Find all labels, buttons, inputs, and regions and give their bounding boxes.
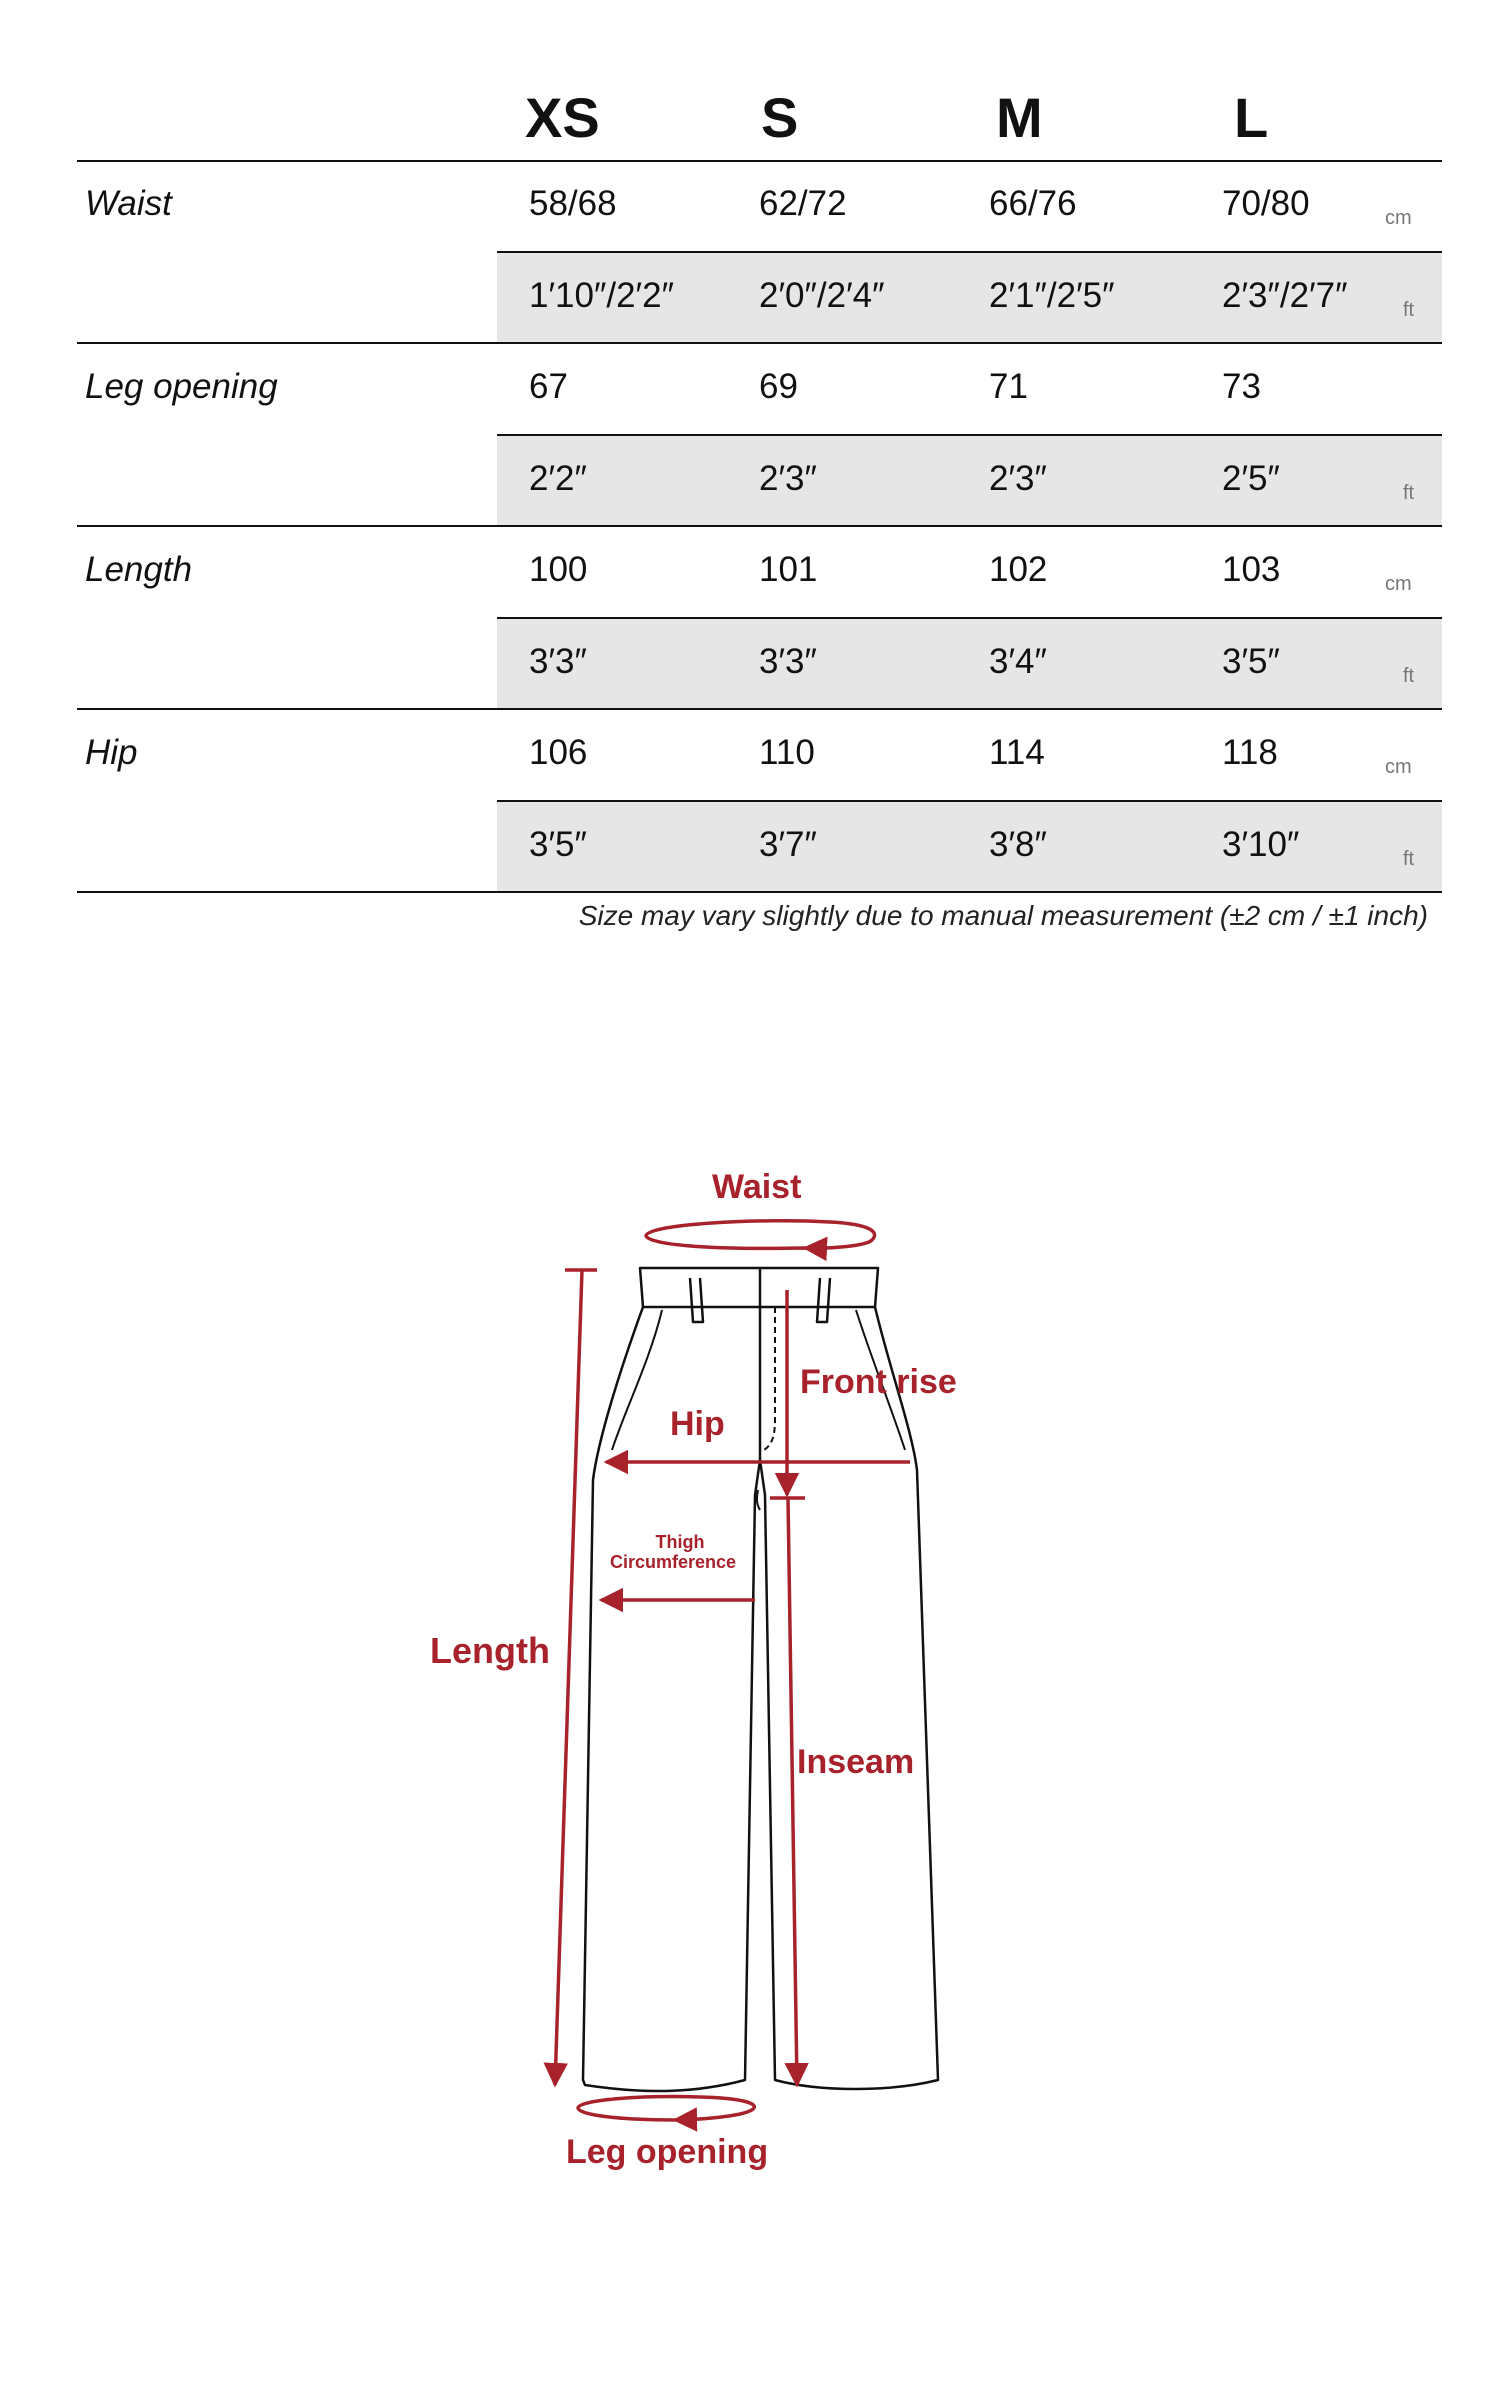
belt-loop-left [690,1278,703,1322]
length-ft-s: 3′3″ [759,642,817,681]
length-ft-m: 3′4″ [989,642,1047,681]
waist-ft-xs: 1′10″/2′2″ [529,276,674,315]
hip-cm-xs: 106 [529,733,588,772]
size-l-header: L [1234,86,1269,149]
length-cm-s: 101 [759,550,818,589]
crotch-seam [757,1490,760,1510]
leg-cm-l: 73 [1222,367,1261,406]
leg-ft-xs: 2′2″ [529,459,587,498]
belt-loop-right [817,1278,830,1322]
leg-cm-m: 71 [989,367,1028,406]
row-label-leg-opening: Leg opening [85,367,278,406]
waist-ft-m: 2′1″/2′5″ [989,276,1115,315]
waist-arrow [646,1221,875,1249]
waist-label: Waist [712,1168,802,1206]
thigh-label [645,1532,715,1553]
waist-cm-l: 70/80 [1222,184,1310,223]
waist-cm-m: 66/76 [989,184,1077,223]
row-label-length: Length [85,550,193,589]
leg-ft-m: 2′3″ [989,459,1047,498]
length-ft-l: 3′5″ [1222,642,1280,681]
leg-ft-l: 2′5″ [1222,459,1280,498]
hip-ft-xs: 3′5″ [529,825,587,864]
waist-ft-s: 2′0″/2′4″ [759,276,885,315]
length-cm-unit: cm [1385,573,1412,595]
hip-cm-unit: cm [1385,756,1412,778]
length-ft-xs: 3′3″ [529,642,587,681]
waist-cm-s: 62/72 [759,184,847,223]
leg-cm-xs: 67 [529,367,568,406]
size-m-header: M [996,86,1043,149]
hip-label: Hip [670,1405,725,1443]
circumference-label: Circumference [610,1552,737,1572]
leg-opening-label: Leg opening [566,2133,769,2171]
front-rise-label: Front rise [800,1363,957,1401]
leg-ft-unit: ft [1403,482,1415,504]
measurement-note: Size may vary slightly due to manual measurement (±2 cm / ±1 inch) [578,900,1428,931]
leg-ft-s: 2′3″ [759,459,817,498]
length-ft-unit: ft [1403,665,1415,687]
leg-opening-arrow [578,2097,754,2120]
row-label-waist: Waist [85,184,172,223]
measurement-markers [555,1221,910,2120]
waist-ft-unit: ft [1403,299,1415,321]
leg-cm-s: 69 [759,367,798,406]
waist-cm-unit: cm [1385,207,1412,229]
size-xs-header: XS [525,86,600,149]
inseam-label: Inseam [797,1743,915,1781]
length-label: Length [430,1630,550,1671]
waist-cm-xs: 58/68 [529,184,617,223]
length-cm-xs: 100 [529,550,588,589]
row-label-hip: Hip [85,733,138,772]
hip-ft-unit: ft [1403,848,1415,870]
hip-ft-l: 3′10″ [1222,825,1300,864]
length-cm-m: 102 [989,550,1048,589]
thigh-label-line1: Thigh [655,1532,705,1552]
fly-curve [760,1307,775,1452]
hip-cm-m: 114 [989,733,1045,772]
length-arrow [555,1270,582,2085]
hip-ft-s: 3′7″ [759,825,817,864]
hip-cm-s: 110 [759,733,815,772]
pocket-left [612,1310,662,1450]
length-cm-l: 103 [1222,550,1281,589]
hip-cm-l: 118 [1222,733,1278,772]
waist-ft-l: 2′3″/2′7″ [1222,276,1348,315]
inseam-arrow [788,1498,797,2085]
hip-ft-m: 3′8″ [989,825,1047,864]
size-s-header: S [761,86,799,149]
